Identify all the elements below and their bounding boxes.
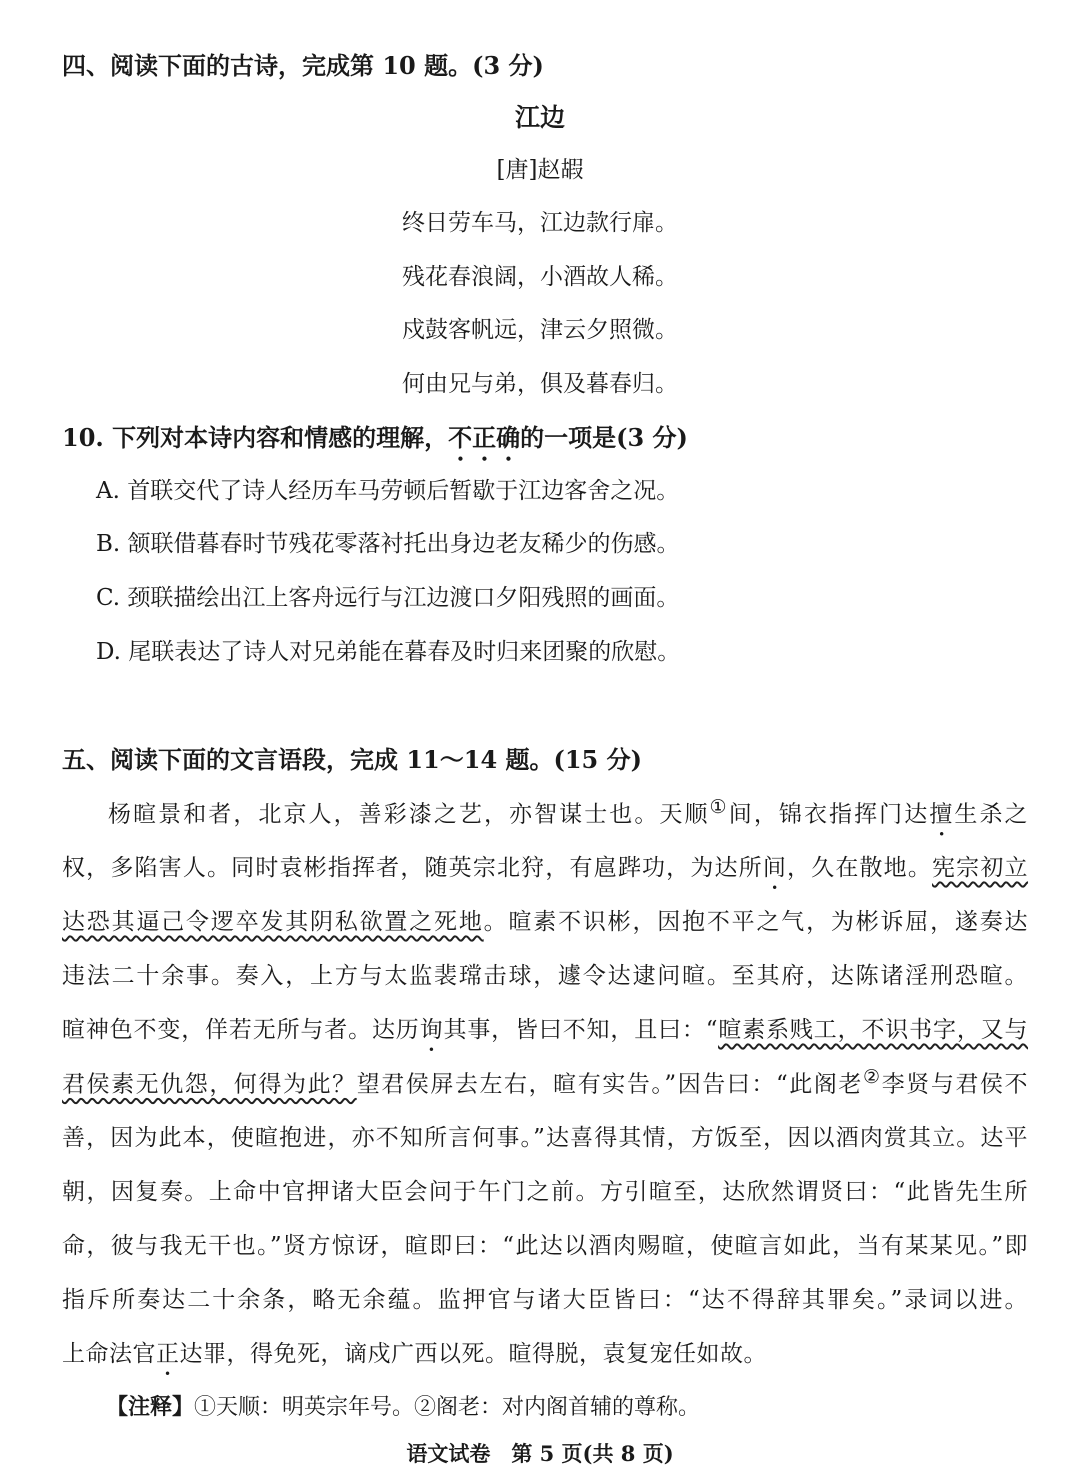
passage-line-5: 暄神色不变，佯若无所与者。达历询其事，皆曰不知，且曰：“暄素系贱工，不识书字，又与 xyxy=(62,1017,1029,1043)
poem-line-1: 终日劳车马，江边款行扉。 xyxy=(402,210,678,236)
passage-line-2: 权，多陷害人。同时袁彬指挥者，随英宗北狩，有扈跸功，为达所间，久在散地。宪宗初立 xyxy=(62,855,1029,881)
poem-author: [唐]赵嘏 xyxy=(496,157,584,183)
passage-line-11: 上命法官正达罪，得免死，谪戍广西以死。暄得脱，袁复宠任如故。 xyxy=(62,1341,767,1367)
question-10-stem: 10. 下列对本诗内容和情感的理解，不正确的一项是(3 分) xyxy=(62,423,688,452)
option-d: D. 尾联表达了诗人对兄弟能在暮春及时归来团聚的欣慰。 xyxy=(96,639,681,665)
passage-line-1: 杨暄景和者，北京人，善彩漆之艺，亦智谋士也。天顺①间，锦衣指挥门达擅生杀之 xyxy=(108,795,1029,828)
passage-line-3: 达恐其逼己令逻卒发其阴私欲置之死地。暄素不识彬，因抱不平之气，为彬诉屈，遂奏达 xyxy=(62,909,1029,935)
section4-heading: 四、阅读下面的古诗，完成第 10 题。(3 分) xyxy=(62,51,544,80)
poem-title: 江边 xyxy=(514,103,565,132)
option-c: C. 颈联描绘出江上客舟远行与江边渡口夕阳残照的画面。 xyxy=(96,585,680,611)
annotation-note: 【注释】①天顺：明英宗年号。②阁老：对内阁首辅的尊称。 xyxy=(106,1394,701,1420)
section5-heading: 五、阅读下面的文言语段，完成 11～14 题。(15 分) xyxy=(62,745,642,774)
poem-line-2: 残花春浪阔，小酒故人稀。 xyxy=(402,264,678,290)
emphasis-not-correct: 不正确 xyxy=(448,423,521,452)
option-a: A. 首联交代了诗人经历车马劳顿后暂歇于江边客舍之况。 xyxy=(96,478,680,504)
passage-line-4: 违法二十余事。奏入，上方与太监裴瑺击球，遽令达逮问暄。至其府，达陈诸淫刑恐暄。 xyxy=(62,963,1028,989)
passage-line-6: 君侯素无仇怨，何得为此？望君侯屏去左右，暄有实告。”因告曰：“此阁老②李贤与君侯不 xyxy=(62,1065,1028,1098)
passage-line-7: 善，因为此本，使暄抱进，亦不知所言何事。”达喜得其情，方饭至，因以酒肉赏其立。达平 xyxy=(62,1125,1028,1151)
passage-line-8: 朝，因复奏。上命中官押诸大臣会问于午门之前。方引暄至，达欣然谓贤曰：“此皆先生所 xyxy=(62,1179,1028,1205)
poem-line-4: 何由兄与弟，俱及暮春归。 xyxy=(402,371,678,397)
page-footer: 语文试卷 第 5 页(共 8 页) xyxy=(406,1441,674,1466)
passage-line-10: 指斥所奏达二十余条，略无余蕴。监押官与诸大臣皆曰：“达不得辞其罪矣。”录词以进。 xyxy=(62,1287,1028,1313)
option-b: B. 颔联借暮春时节残花零落衬托出身边老友稀少的伤感。 xyxy=(96,531,680,557)
poem-line-3: 戍鼓客帆远，津云夕照微。 xyxy=(402,317,678,343)
passage-line-9: 命，彼与我无干也。”贤方惊讶，暄即曰：“此达以酒肉赐暄，使暄言如此，当有某某见。”即 xyxy=(62,1233,1028,1259)
